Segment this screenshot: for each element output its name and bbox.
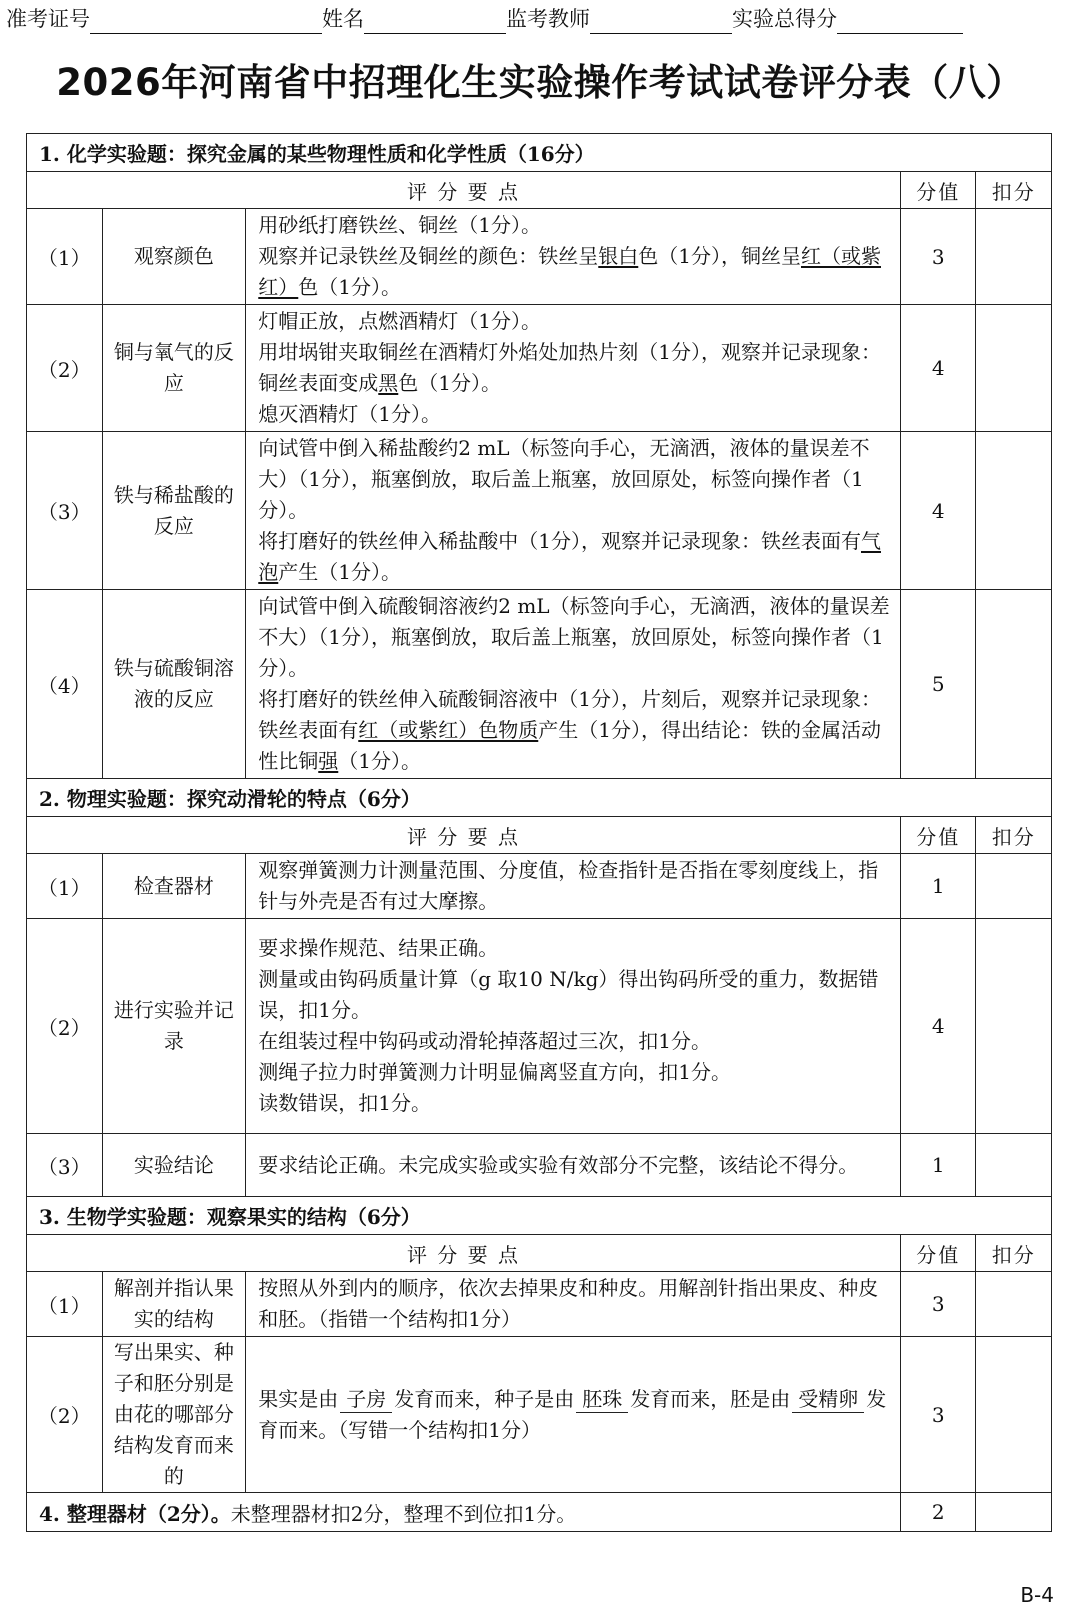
- criteria-text: （1分）。: [338, 749, 421, 773]
- table-row: [27, 590, 1052, 779]
- score-header: 分值: [900, 1235, 976, 1272]
- answer-blank: 受精卵: [792, 1386, 864, 1413]
- criteria-line: 向试管中倒入硫酸铜溶液约2 mL（标签向手心，无滴洒，液体的量误差不大）（1分），瓶塞倒放，取后盖上瓶塞，放回原处，标签向操作者（1分）。: [258, 594, 890, 680]
- deduct-cell[interactable]: [976, 209, 1052, 305]
- page-number: B-4: [1020, 1583, 1054, 1607]
- criteria-text: 将打磨好的铁丝伸入硫酸铜溶液中（1分），片刻后，观察并记录现象：铁丝表面有: [258, 687, 881, 742]
- table-row: [27, 1337, 1052, 1493]
- criteria-line: 读数错误，扣1分。: [258, 1091, 431, 1115]
- criteria-line: [258, 526, 892, 588]
- deduct-header: 扣分: [976, 817, 1052, 854]
- criteria-line: 向试管中倒入稀盐酸约2 mL（标签向手心，无滴洒，液体的量误差不大）（1分），瓶塞倒放，取后盖上瓶塞，放回原处，标签向操作者（1分）。: [258, 436, 870, 522]
- item-score: 3: [900, 1272, 976, 1337]
- criteria-line: 测绳子拉力时弹簧测力计明显偏离竖直方向，扣1分。: [258, 1060, 731, 1084]
- criteria-text: 产生（1分），得出结论：铁的金属活动性比铜: [258, 718, 881, 773]
- item-name: 铜与氧气的反应: [102, 305, 246, 432]
- page-title: 2026年河南省中招理化生实验操作考试试卷评分表（八）: [56, 61, 1024, 104]
- item-criteria: [246, 1337, 901, 1493]
- name-label: 姓名: [322, 7, 364, 31]
- deduct-cell[interactable]: [976, 432, 1052, 590]
- deduct-cell[interactable]: [976, 1134, 1052, 1197]
- criteria-text: 果实是由: [258, 1386, 339, 1411]
- column-header-row: [27, 817, 1052, 854]
- criteria-line: 灯帽正放，点燃酒精灯（1分）。: [258, 309, 541, 333]
- total-score-field[interactable]: [837, 9, 963, 34]
- item-name: 写出果实、种子和胚分别是由花的哪部分结构发育而来的: [102, 1337, 246, 1493]
- scoring-table: [26, 133, 1052, 1532]
- deduct-cell[interactable]: [976, 305, 1052, 432]
- answer-underlined: 黑: [378, 371, 399, 395]
- points-header: 评 分 要 点: [27, 172, 901, 209]
- supervisor-field[interactable]: [590, 9, 732, 34]
- answer-blank: 胚珠: [576, 1386, 628, 1413]
- item-name: 解剖并指认果实的结构: [102, 1272, 246, 1337]
- item-score: 5: [900, 590, 976, 779]
- supervisor-label: 监考教师: [506, 7, 590, 31]
- criteria-line: 在组装过程中钩码或动滑轮掉落超过三次，扣1分。: [258, 1029, 711, 1053]
- item-criteria: [246, 590, 901, 779]
- table-row: [27, 305, 1052, 432]
- physics-section-title: 2. 物理实验题：探究动滑轮的特点（6分）: [27, 779, 1052, 817]
- item-index: （1）: [27, 209, 103, 305]
- item-index: （4）: [27, 590, 103, 779]
- item-index: （2）: [27, 305, 103, 432]
- total-score-label: 实验总得分: [732, 7, 837, 31]
- table-row: [27, 1272, 1052, 1337]
- biology-section-title: 3. 生物学实验题：观察果实的结构（6分）: [27, 1197, 1052, 1235]
- item-criteria: 要求结论正确。未完成实验或实验有效部分不完整，该结论不得分。: [246, 1134, 901, 1197]
- cleanup-title: 4. 整理器材（2分）。: [39, 1501, 231, 1526]
- item-index: （1）: [27, 1272, 103, 1337]
- answer-underlined: 红（或紫红）: [258, 244, 881, 299]
- criteria-line: 熄灭酒精灯（1分）。: [258, 402, 441, 426]
- column-header-row: [27, 172, 1052, 209]
- points-header: 评 分 要 点: [27, 817, 901, 854]
- deduct-cell[interactable]: [976, 590, 1052, 779]
- table-row: [27, 1134, 1052, 1197]
- chemistry-section-title: 1. 化学实验题：探究金属的某些物理性质和化学性质（16分）: [27, 134, 1052, 172]
- item-name: 铁与稀盐酸的反应: [102, 432, 246, 590]
- criteria-line: 测量或由钩码质量计算（g 取10 N/kg）得出钩码所受的重力，数据错误，扣1分。: [258, 967, 879, 1022]
- deduct-cell[interactable]: [976, 1493, 1052, 1532]
- answer-underlined: 红（或紫红）色物质: [358, 718, 539, 742]
- answer-underlined: 银白: [598, 244, 639, 268]
- item-criteria: [246, 432, 901, 590]
- cleanup-rule: 未整理器材扣2分，整理不到位扣1分。: [230, 1501, 577, 1526]
- criteria-text: 用坩埚钳夹取铜丝在酒精灯外焰处加热片刻（1分），观察并记录现象：铜丝表面变成: [258, 340, 881, 395]
- item-score: 4: [900, 305, 976, 432]
- item-score: 3: [900, 209, 976, 305]
- criteria-text: 将打磨好的铁丝伸入稀盐酸中（1分），观察并记录现象：铁丝表面有: [258, 529, 861, 553]
- item-score: 3: [900, 1337, 976, 1493]
- item-index: （3）: [27, 1134, 103, 1197]
- cleanup-section-title: [27, 1493, 901, 1532]
- criteria-text: 发育而来，种子是由: [394, 1386, 575, 1411]
- item-index: （2）: [27, 919, 103, 1134]
- deduct-cell[interactable]: [976, 1337, 1052, 1493]
- criteria-text: 色（1分），铜丝呈: [638, 244, 801, 268]
- exam-number-field[interactable]: [90, 9, 322, 34]
- deduct-header: 扣分: [976, 172, 1052, 209]
- item-score: 4: [900, 432, 976, 590]
- score-header: 分值: [900, 817, 976, 854]
- criteria-text: 观察并记录铁丝及铜丝的颜色：铁丝呈: [258, 244, 599, 268]
- answer-underlined: 气泡: [258, 529, 881, 584]
- table-row: [27, 919, 1052, 1134]
- exam-number-label: 准考证号: [6, 7, 90, 31]
- criteria-line: [258, 337, 892, 399]
- item-name: 进行实验并记录: [102, 919, 246, 1134]
- answer-underlined: 强: [318, 749, 339, 773]
- item-score: 4: [900, 919, 976, 1134]
- table-row: [27, 209, 1052, 305]
- deduct-cell[interactable]: [976, 1272, 1052, 1337]
- item-index: （3）: [27, 432, 103, 590]
- name-field[interactable]: [364, 9, 506, 34]
- criteria-text: 产生（1分）。: [278, 560, 401, 584]
- deduct-cell[interactable]: [976, 854, 1052, 919]
- item-name: 铁与硫酸铜溶液的反应: [102, 590, 246, 779]
- answer-blank: 子房: [340, 1386, 392, 1413]
- score-header: 分值: [900, 172, 976, 209]
- exam-header: [6, 4, 1056, 34]
- item-name: 检查器材: [102, 854, 246, 919]
- item-criteria: [246, 919, 901, 1134]
- table-row: [27, 432, 1052, 590]
- table-row: [27, 854, 1052, 919]
- column-header-row: [27, 1235, 1052, 1272]
- item-score: 1: [900, 854, 976, 919]
- criteria-text: 发育而来，胚是由: [630, 1386, 791, 1411]
- item-name: 实验结论: [102, 1134, 246, 1197]
- item-score: 1: [900, 1134, 976, 1197]
- criteria-line: [258, 241, 892, 303]
- item-index: （1）: [27, 854, 103, 919]
- criteria-text: 色（1分）。: [398, 371, 501, 395]
- cleanup-row: [27, 1493, 1052, 1532]
- criteria-line: 要求操作规范、结果正确。: [258, 936, 499, 960]
- item-index: （2）: [27, 1337, 103, 1493]
- deduct-cell[interactable]: [976, 919, 1052, 1134]
- item-criteria: [246, 209, 901, 305]
- item-name: 观察颜色: [102, 209, 246, 305]
- criteria-line: [258, 684, 892, 777]
- criteria-text: 色（1分）。: [298, 275, 401, 299]
- item-score: 2: [900, 1493, 976, 1532]
- item-criteria: 按照从外到内的顺序，依次去掉果皮和种皮。用解剖针指出果皮、种皮和胚。（指错一个结构扣1分）: [246, 1272, 901, 1337]
- item-criteria: 观察弹簧测力计测量范围、分度值，检查指针是否指在零刻度线上，指针与外壳是否有过大摩擦。: [246, 854, 901, 919]
- points-header: 评 分 要 点: [27, 1235, 901, 1272]
- criteria-text: 发育而来。（写错一个结构扣1分）: [258, 1386, 887, 1442]
- deduct-header: 扣分: [976, 1235, 1052, 1272]
- item-criteria: [246, 305, 901, 432]
- criteria-line: 用砂纸打磨铁丝、铜丝（1分）。: [258, 213, 541, 237]
